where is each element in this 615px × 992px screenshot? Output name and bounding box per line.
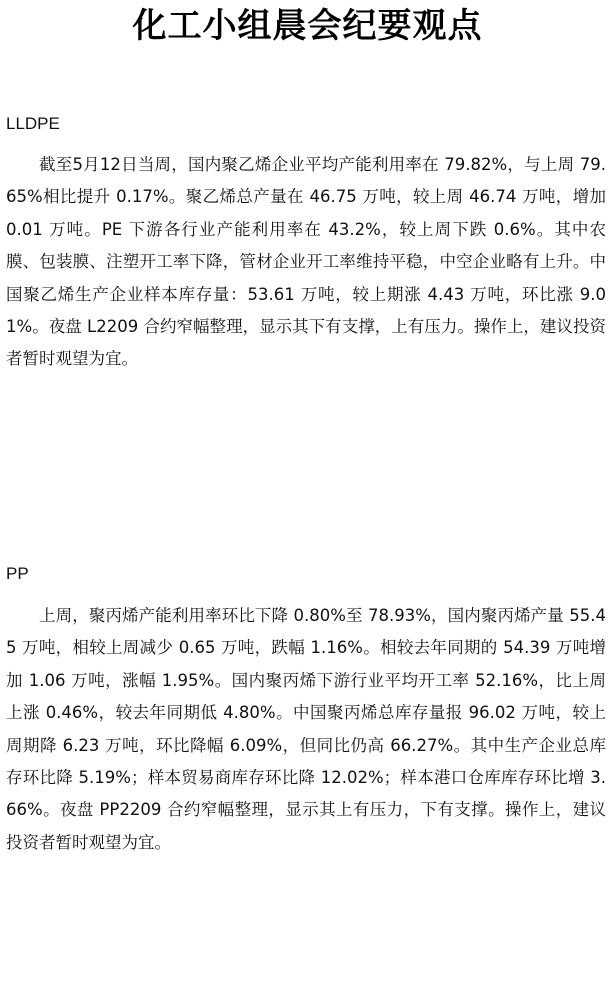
document-title: 化工小组晨会纪要观点 xyxy=(132,6,483,46)
section-heading-pp: PP xyxy=(6,564,29,583)
section-heading-lldpe: LLDPE xyxy=(6,114,60,133)
section-body-pp: 上周，聚丙烯产能利用率环比下降 0.80%至 78.93%，国内聚丙烯产量 55.45 万吨，相较上周减少 0.65 万吨，跌幅 1.16%。相较去年同期的 54.39 万吨增加 1.06 万吨，涨幅 1.95%。国内聚丙烯下游行业平均开工率 52.16%，比上周上涨 0.46%，较去年同期低 4.80%。中国聚丙烯总库存量报 96.02 万吨，较上周期降 6.23 万吨，环比降幅 6.09%，但同比仍高 66.27%。其中生产企业总库存环比降 5.19%；样本贸易商库存环比降 12.02%；样本港口仓库库存环比增 3.66%。夜盘 PP2209 合约窄幅整理，显示其上有压力，下有支撑。操作上，建议投资者暂时观望为宜。 xyxy=(6,606,606,852)
section-body-lldpe: 截至5月12日当周，国内聚乙烯企业平均产能利用率在 79.82%，与上周 79.65%相比提升 0.17%。聚乙烯总产量在 46.75 万吨，较上周 46.74 万吨，增加 0.01 万吨。PE 下游各行业产能利用率在 43.2%，较上周下跌 0.6%。其中农膜、包装膜、注塑开工率下降，管材企业开工率维持平稳，中空企业略有上升。中国聚乙烯生产企业样本库存量：53.61 万吨，较上期涨 4.43 万吨，环比涨 9.01%。夜盘 L2209 合约窄幅整理，显示其下有支撑，上有压力。操作上，建议投资者暂时观望为宜。 xyxy=(6,155,606,369)
